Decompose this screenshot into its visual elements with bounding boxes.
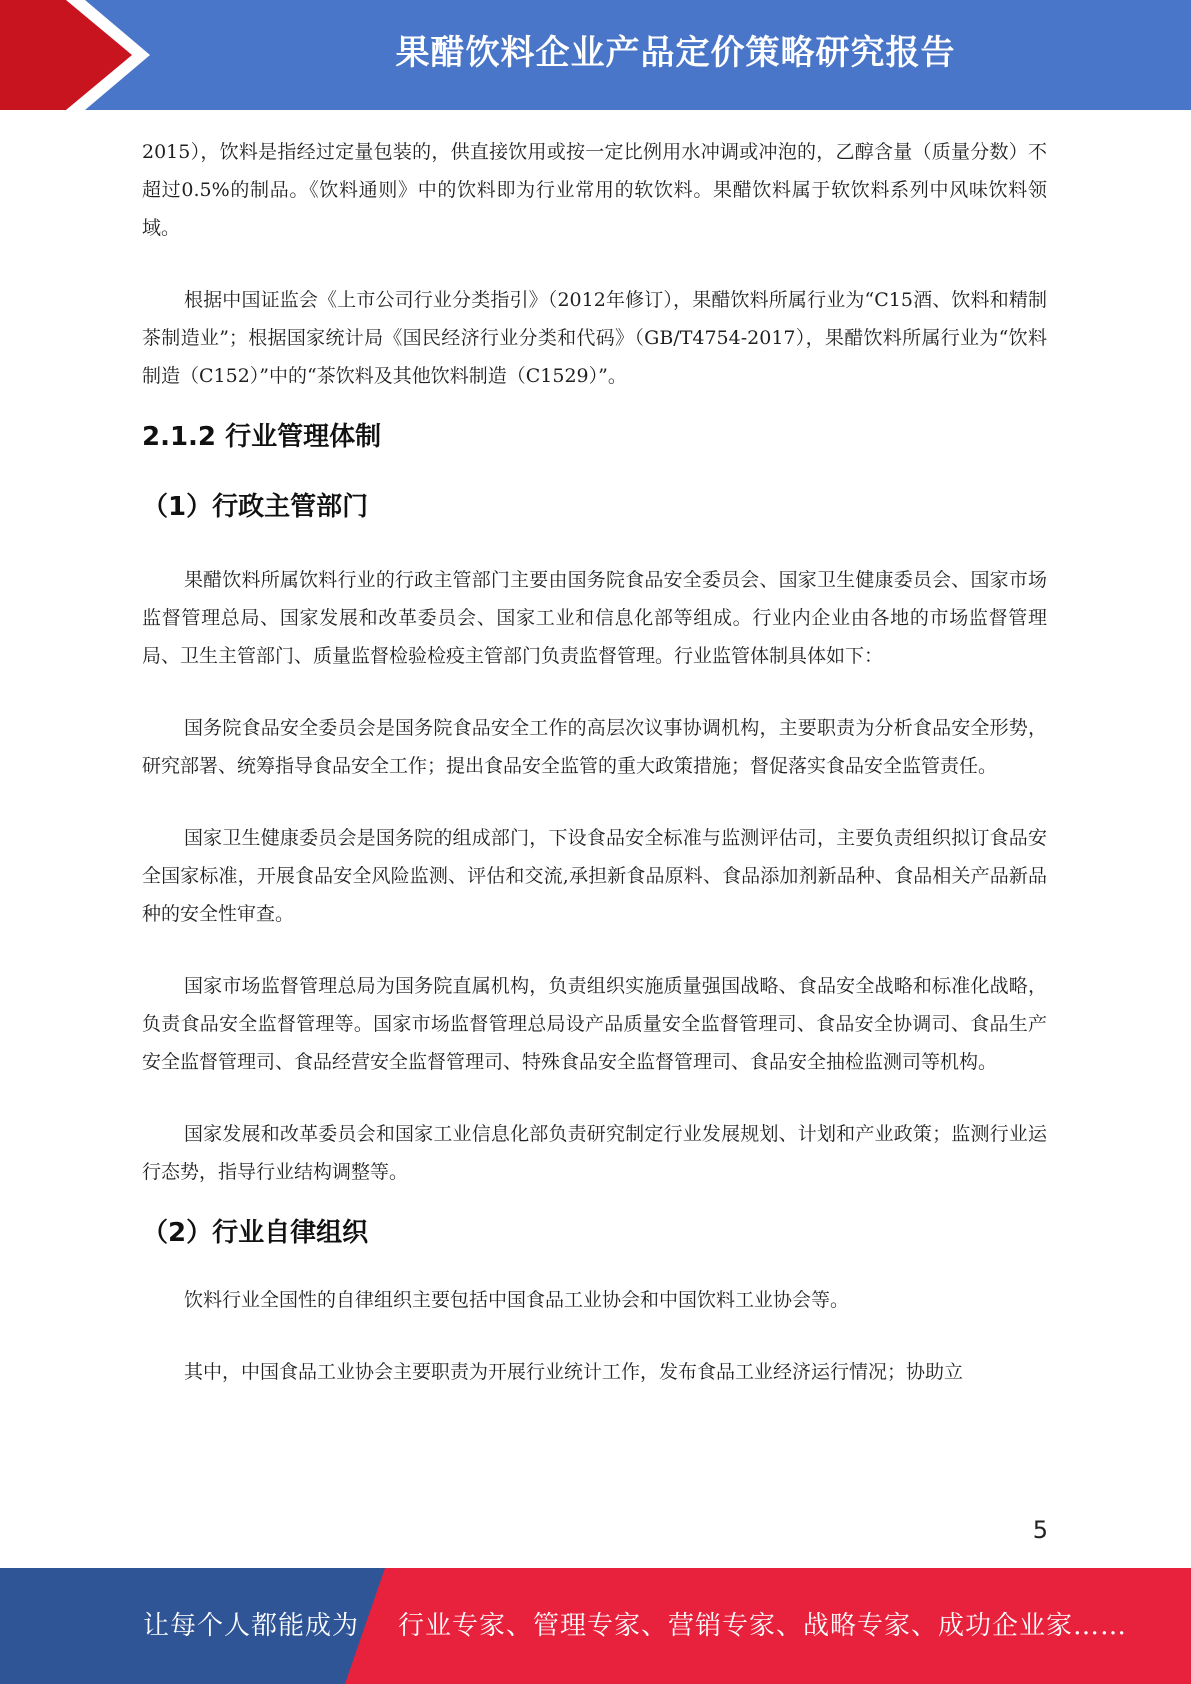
paragraph-food-safety-committee: 国务院食品安全委员会是国务院食品安全工作的高层次议事协调机构，主要职责为分析食品安全形势，研究部署、统筹指导食品安全工作；提出食品安全监管的重大政策措施；督促落实食品安全监管责任。 — [142, 717, 1047, 777]
document-title: 果醋饮料企业产品定价策略研究报告 — [395, 33, 956, 73]
paragraph-market-regulation: 国家市场监督管理总局为国务院直属机构，负责组织实施质量强国战略、食品安全战略和标准化战略，负责食品安全监督管理等。国家市场监督管理总局设产品质量安全监督管理司、食品安全协调司、食品生产安全监督管理司、食品经营安全监督管理司、特殊食品安全监督管理司、食品安全抽检监测司等机构。 — [142, 975, 1047, 1073]
paragraph-food-industry-association: 其中，中国食品工业协会主要职责为开展行业统计工作，发布食品工业经济运行情况；协助立 — [184, 1361, 964, 1383]
paragraph-drink-definition: 2015），饮料是指经过定量包装的，供直接饮用或按一定比例用水冲调或冲泡的，乙醇含量（质量分数）不超过0.5%的制品。《饮料通则》中的饮料即为行业常用的软饮料。果醋饮料属于软饮料系列中风味饮料领域。 — [142, 141, 1047, 239]
subheading-self-regulatory-organizations: （2）行业自律组织 — [142, 1218, 369, 1248]
page-footer — [0, 1568, 1191, 1684]
header-red-chevron — [0, 0, 140, 110]
paragraph-development-reform: 国家发展和改革委员会和国家工业信息化部负责研究制定行业发展规划、计划和产业政策；监测行业运行态势，指导行业结构调整等。 — [142, 1123, 1047, 1183]
document-body — [142, 133, 1047, 1391]
paragraph-health-commission: 国家卫生健康委员会是国务院的组成部门，下设食品安全标准与监测评估司，主要负责组织拟订食品安全国家标准，开展食品安全风险监测、评估和交流,承担新食品原料、食品添加剂新品种、食品相关产品新品种的安全性审查。 — [142, 827, 1047, 925]
section-heading-management-system: 2.1.2 行业管理体制 — [142, 422, 382, 452]
page-header — [0, 0, 1191, 110]
paragraph-industry-classification: 根据中国证监会《上市公司行业分类指引》（2012年修订），果醋饮料所属行业为“C15酒、饮料和精制茶制造业”；根据国家统计局《国民经济行业分类和代码》（GB/T4754-2017），果醋饮料所属行业为“饮料制造（C152）”中的“茶饮料及其他饮料制造（C1529）”。 — [142, 289, 1047, 387]
paragraph-self-regulatory-overview: 饮料行业全国性的自律组织主要包括中国食品工业协会和中国饮料工业协会等。 — [184, 1289, 850, 1311]
footer-slogan-right: 行业专家、管理专家、营销专家、战略专家、成功企业家…… — [398, 1611, 1128, 1641]
subheading-administrative-departments: （1）行政主管部门 — [142, 492, 369, 522]
paragraph-administrative-overview: 果醋饮料所属饮料行业的行政主管部门主要由国务院食品安全委员会、国家卫生健康委员会、国家市场监督管理总局、国家发展和改革委员会、国家工业和信息化部等组成。行业内企业由各地的市场监督管理局、卫生主管部门、质量监督检验检疫主管部门负责监督管理。行业监管体制具体如下： — [142, 569, 1047, 667]
footer-slogan-left: 让每个人都能成为 — [143, 1611, 360, 1641]
page-number: 5 — [1032, 1516, 1048, 1544]
